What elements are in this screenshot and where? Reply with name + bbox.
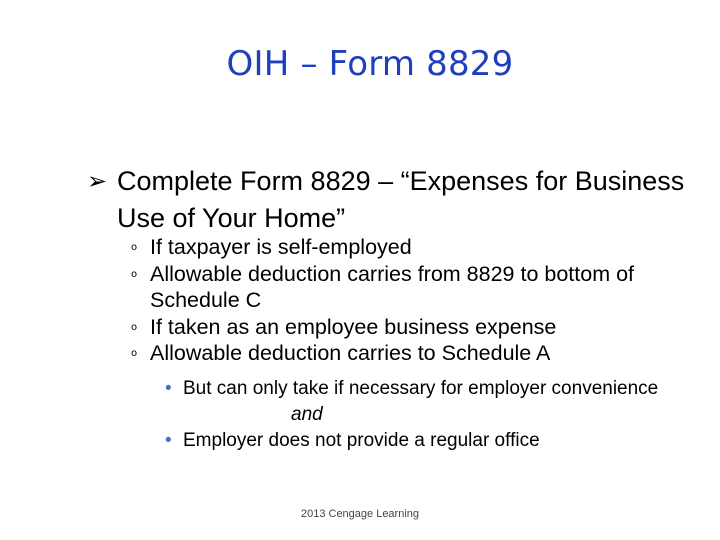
sub-bullet-text: If taxpayer is self-employed (150, 235, 412, 259)
sub-bullet-item (131, 234, 670, 261)
slide-title: OIH – Form 8829 (226, 44, 514, 84)
dot-bullet-icon: • (165, 378, 172, 399)
sub-bullet-item (131, 261, 670, 314)
sub-bullet-item (131, 314, 670, 341)
sub-bullet-list (131, 234, 670, 367)
subsub-bullet-list (165, 376, 663, 454)
subsub-bullet-text: But can only take if necessary for employer convenience (183, 378, 659, 399)
circle-bullet-icon: o (131, 321, 138, 333)
circle-bullet-icon: o (131, 348, 138, 359)
circle-bullet-icon: o (131, 268, 138, 280)
arrow-bullet-icon: ➢ (87, 167, 108, 195)
main-bullet (87, 163, 697, 237)
sub-bullet-text: Allowable deduction carries from 8829 to bottom of Schedule C (150, 261, 635, 312)
subsub-bullet-item (165, 428, 663, 454)
main-bullet-text: Complete Form 8829 – “Expenses for Business Use of Your Home” (117, 166, 685, 233)
subsub-bullet-item (165, 376, 663, 402)
circle-bullet-icon: o (131, 242, 138, 253)
subsub-bullet-text: Employer does not provide a regular office (183, 430, 540, 451)
sub-bullet-text: Allowable deduction carries to Schedule A (150, 341, 551, 365)
sub-bullet-item (131, 340, 670, 367)
footer-copyright: 2013 Cengage Learning (300, 508, 420, 520)
dot-bullet-icon: • (165, 430, 172, 451)
connector-text: and (291, 404, 323, 425)
sub-bullet-text: If taken as an employee business expense (150, 314, 557, 339)
